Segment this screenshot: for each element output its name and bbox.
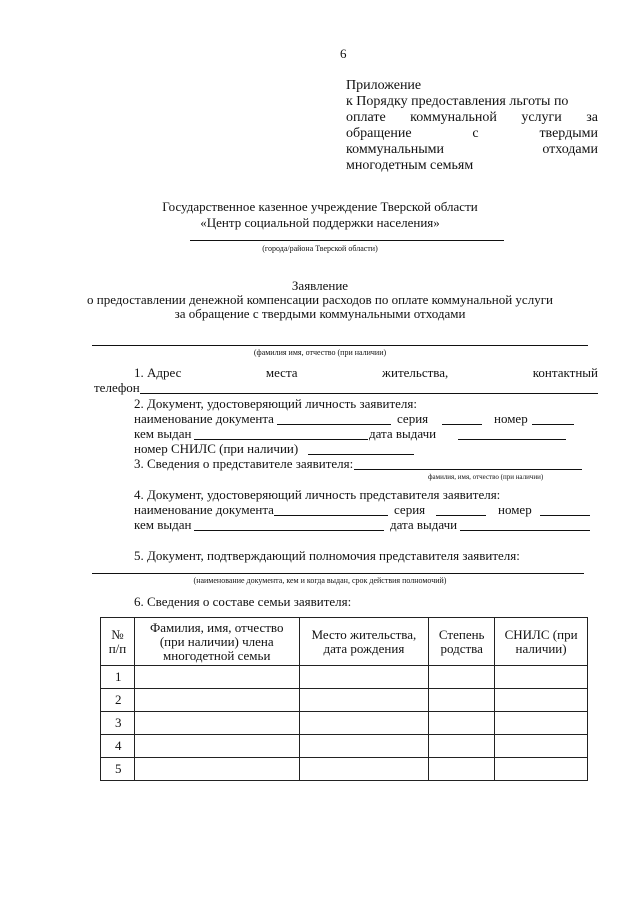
appendix-line-2: оплате коммунальной услуги за (346, 110, 598, 125)
item-3-representative-field[interactable] (354, 469, 582, 470)
institution-line-2: «Центр социальной поддержки населения» (200, 215, 440, 230)
appendix-title: Приложение (346, 78, 422, 93)
family-table-header (101, 618, 588, 666)
item-2-issued-by-field[interactable] (194, 439, 368, 440)
item-2-issue-date-field[interactable] (458, 439, 566, 440)
item-2-issue-date-label: дата выдачи (369, 426, 437, 441)
item-4-issue-date-label: дата выдачи (390, 517, 458, 532)
cell-fio[interactable] (134, 735, 299, 758)
appendix-line-5: многодетным семьям (346, 158, 474, 173)
cell-snils[interactable] (495, 712, 588, 735)
cell-relationship[interactable] (429, 758, 495, 781)
cell-residence[interactable] (299, 689, 429, 712)
cell-fio[interactable] (134, 758, 299, 781)
item-4-issue-date-field[interactable] (460, 530, 590, 531)
item-2-series-label: серия (397, 411, 429, 426)
table-row (101, 689, 588, 712)
item-4-doc-name-label: наименование документа (134, 502, 274, 517)
item-4-issued-by-field[interactable] (194, 530, 384, 531)
item-4-title: 4. Документ, удостоверяющий личность представителя заявителя: (134, 487, 501, 502)
item-4-series-label: серия (394, 502, 426, 517)
cell-snils[interactable] (495, 758, 588, 781)
row-number: 3 (101, 712, 135, 735)
item-1-phone-field[interactable] (140, 393, 598, 394)
cell-relationship[interactable] (429, 666, 495, 689)
applicant-fio-caption: (фамилия имя, отчество (при наличии) (253, 348, 387, 357)
row-number: 1 (101, 666, 135, 689)
item-2-series-field[interactable] (442, 424, 482, 425)
item-3-title: 3. Сведения о представителе заявителя: (134, 456, 354, 471)
page-number: 6 (340, 46, 347, 61)
item-2-number-field[interactable] (532, 424, 574, 425)
statement-title: Заявление (291, 278, 349, 293)
table-row (101, 666, 588, 689)
family-table (100, 617, 588, 781)
cell-residence[interactable] (299, 735, 429, 758)
appendix-line-3: обращение с твердыми (346, 126, 598, 141)
cell-relationship[interactable] (429, 712, 495, 735)
item-4-doc-name-field[interactable] (274, 515, 388, 516)
item-2-snils-field[interactable] (308, 454, 414, 455)
item-1-phone-label: телефон (94, 380, 140, 395)
cell-residence[interactable] (299, 666, 429, 689)
institution-line-1: Государственное казенное учреждение Тверской области (162, 199, 478, 214)
header-relationship: Степень родства (429, 618, 495, 666)
cell-relationship[interactable] (429, 735, 495, 758)
table-row (101, 758, 588, 781)
item-4-number-field[interactable] (540, 515, 590, 516)
item-2-number-label: номер (494, 411, 528, 426)
item-2-doc-name-field[interactable] (277, 424, 391, 425)
item-4-issued-by-label: кем выдан (134, 517, 192, 532)
row-number: 2 (101, 689, 135, 712)
cell-snils[interactable] (495, 735, 588, 758)
cell-residence[interactable] (299, 712, 429, 735)
table-row (101, 735, 588, 758)
cell-snils[interactable] (495, 666, 588, 689)
item-4-series-field[interactable] (436, 515, 486, 516)
item-4-number-label: номер (498, 502, 532, 517)
header-fio: Фамилия, имя, отчество (при наличии) члена многодетной семьи (134, 618, 299, 666)
row-number: 4 (101, 735, 135, 758)
cell-relationship[interactable] (429, 689, 495, 712)
header-snils: СНИЛС (при наличии) (495, 618, 588, 666)
appendix-line-4: коммунальными отходами (346, 142, 598, 157)
item-6-title: 6. Сведения о составе семьи заявителя: (134, 594, 352, 609)
item-2-doc-name-label: наименование документа (134, 411, 274, 426)
cell-fio[interactable] (134, 666, 299, 689)
statement-line-1: о предоставлении денежной компенсации расходов по оплате коммунальной услуги (87, 292, 553, 307)
header-residence-birthdate: Место жительства, дата рождения (299, 618, 429, 666)
statement-line-2: за обращение с твердыми коммунальными отходами (174, 306, 466, 321)
item-5-title: 5. Документ, подтверждающий полномочия представителя заявителя: (134, 548, 520, 563)
item-5-caption: (наименование документа, кем и когда выдан, срок действия полномочий) (193, 576, 447, 585)
cell-fio[interactable] (134, 689, 299, 712)
appendix-line-1: к Порядку предоставления льготы по (346, 94, 569, 109)
item-3-caption: фамилия, имя, отчество (при наличии) (428, 473, 544, 481)
cell-snils[interactable] (495, 689, 588, 712)
item-1-address: 1. Адрес места жительства, контактный (134, 365, 598, 380)
appendix-block (346, 78, 598, 174)
item-2-title: 2. Документ, удостоверяющий личность заявителя: (134, 396, 417, 411)
cell-residence[interactable] (299, 758, 429, 781)
institution-location-line[interactable] (190, 240, 504, 241)
cell-fio[interactable] (134, 712, 299, 735)
institution-caption: (города/района Тверской области) (262, 244, 378, 253)
item-5-document-field[interactable] (92, 573, 584, 574)
row-number: 5 (101, 758, 135, 781)
table-row (101, 712, 588, 735)
applicant-fio-line[interactable] (92, 345, 588, 346)
item-2-issued-by-label: кем выдан (134, 426, 192, 441)
header-number: № п/п (101, 618, 135, 666)
item-2-snils-label: номер СНИЛС (при наличии) (134, 441, 299, 456)
